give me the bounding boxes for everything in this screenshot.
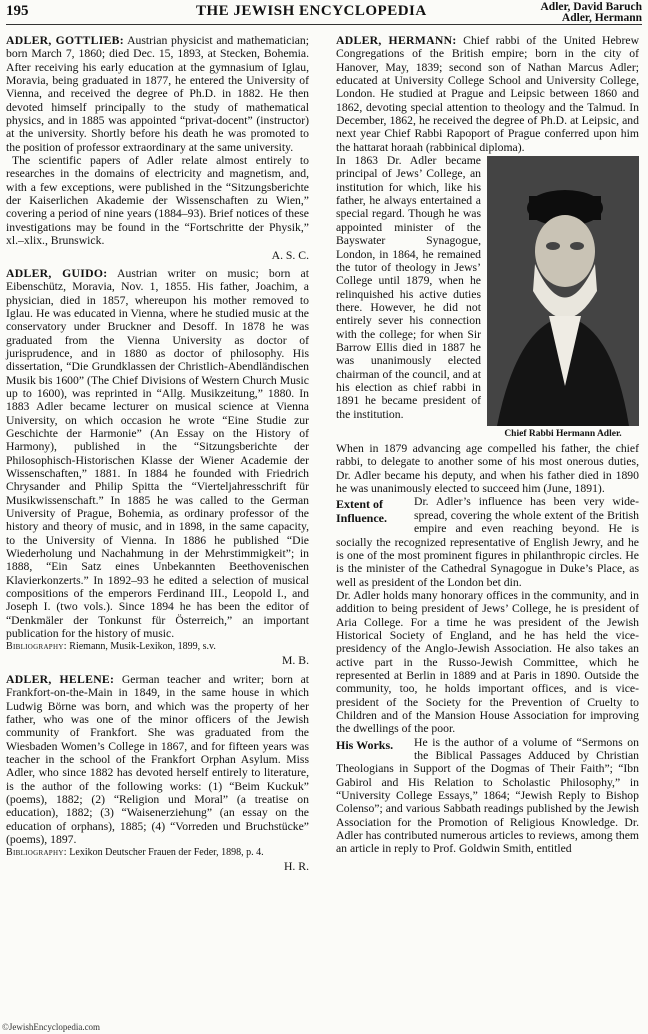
right-column: [336, 34, 639, 856]
entry-hermann-p6: He is the author of a volume of “Sermons on the Biblical Passages Adduced by Christian Theologians in Support of the Dogmas of Their Faith”; “Ibn Gabirol and His Relation to Scholastic Philosophy,” in “University College Essays,” 1864; “Jewish Reply to Bishop Colenso”; and various Sabbath readings published by the Jewish Association for the Promotion of Religious Knowledge. Dr. Adler has contributed numerous articles to reviews, among them an article in reply to Prof. Goldwin Smith, entitled: [336, 735, 639, 856]
entry-guido-p1: ADLER, GUIDO: Austrian writer on music; born at Eibenschütz, Moravia, Nov. 1, 1855. His father, Joachim, a physician, died in 1857, whereupon his mother removed to Iglau. He was educated in Vienna, where he studied music at the conservatory under Bruckner and Desoff. In 1878 he was graduated from the Vienna University as doctor of jurisprudence, and in 1880 as doctor of philosophy. His dissertation, “Die Grundklassen der Christlich-Abendländischen Musik bis 1600” (The Chief Divisions of Western Church Music up to 1600), was reprinted in “Allg. Musikzeitung,” 1880. In 1883 Adler became lecturer on musical science at Vienna University, on which occasion he wrote “Eine Studie zur Geschichte der Harmonie” (An Essay on the History of Harmony), published in the “Sitzungsberichte der Philosophisch-Historischen Klasse der Wiener Academie der Wissenschaften,” 1881. In 1884 he founded with Friedrich Chrysander and Philip Spitta the “Vierteljahresschrift für Musikwissenschaft.” In 1885 he was called to the German University of Prague, Bohemia, as ordinary professor of the history and theory of music, and in 1898, in the same capacity, to the University of Vienna. In 1886 he published “Die Wiederholung und Nachahmung in der Mehrstimmigkeit”; in 1888, “Ein Satz eines Unbekannten Beethovenischen Klavierkonzerts.” In 1892–93 he edited a selection of musical compositions of the emperors Ferdinand III., Leopold I., and Joseph I. (two vols.). Since 1894 he has been the editor of “Denkmäler der Tonkunst für Österreich,” an important publication for the history of music.: [6, 266, 309, 641]
running-heads: [541, 2, 643, 24]
entry-guido-head: ADLER, GUIDO:: [6, 266, 108, 280]
sidenote-extent-of-influence: Extent of Influence.: [336, 497, 387, 526]
bibliography-guido: Bibliography: Riemann, Musik-Lexikon, 1899, s.v.: [6, 641, 216, 653]
entry-hermann-p1: ADLER, HERMANN: Chief rabbi of the United Hebrew Congregations of the British empire; born in the city of Hanover, May, 1839; second son of Nathan Marcus Adler; educated at University College School and University College, London. He studied at Prague and Leipsic between 1860 and 1862, devoting special attention to theology and the Talmud. In December, 1862, he received the degree of Ph.D. at Leipsic, and next year Chief Rabbi Rapoport of Prague conferred upon him the hattarat horaah (rabbinical diploma).: [336, 34, 640, 154]
entry-helene-head: ADLER, HELENE:: [6, 672, 115, 686]
signature-helene: H. R.: [283, 860, 309, 874]
entry-gottlieb-p2: The scientific papers of Adler relate almost entirely to researches in the domains of electricity and magnetism, and, with a few exceptions, were published in the “Sitzungsberichte der Kaiserlichen Akademie der Wissenschaften zu Wien,” covering a period of nine years (1884–93). Brief notices of these investigations may be found in the “Fortschritte der Physik,” xl.–xlix., Brunswick.: [6, 154, 309, 248]
page-header: [6, 2, 642, 25]
running-head-first: Adler, David Baruch: [540, 1, 642, 13]
page-number: 195: [6, 3, 29, 19]
sidenote-his-works: His Works.: [336, 737, 394, 752]
running-head-last: Adler, Hermann: [561, 12, 642, 24]
copyright-footer: ©JewishEncyclopedia.com: [2, 1022, 101, 1032]
signature-guido: M. B.: [282, 654, 309, 668]
entry-helene-p1: ADLER, HELENE: German teacher and writer; born at Frankfort-on-the-Main in 1849, in the same house in which Ludwig Börne was born, and which was the property of her father, who was one of the minor officers of the Jewish community of Frankfort. She was graduated from the Wiesbaden Women’s College in 1867, and for fifteen years was teacher in the school of the Frankfort Orphan Asylum. Miss Adler, who since 1882 has devoted herself entirely to literature, is the author of the following works: (1) “Beim Kuckuk” (poems), 1882; (2) “Religion und Moral” (a treatise on education), 1882; (3) “Waisenerziehung” (an essay on the education of orphans), 1885; (4) “Vorreden und Bruchstücke” (poems), 1897.: [6, 672, 310, 846]
entry-hermann-head: ADLER, HERMANN:: [336, 34, 457, 47]
entry-hermann-p3: When in 1879 advancing age compelled his father, the chief rabbi, to delegate to another some of his most onerous duties, Dr. Adler became his deputy, and when his father died in 1890 he was unanimously elected to succeed him (June, 1891).: [336, 442, 639, 496]
bibliography-helene: Bibliography: Lexikon Deutscher Frauen der Feder, 1898, p. 4.: [6, 847, 264, 859]
encyclopedia-title: THE JEWISH ENCYCLOPEDIA: [196, 3, 427, 19]
portrait-illustration-icon: [487, 156, 639, 426]
entry-gottlieb-head: ADLER, GOTTLIEB:: [6, 34, 124, 47]
signature-gottlieb: A. S. C.: [271, 248, 309, 262]
portrait-caption: Chief Rabbi Hermann Adler.: [504, 429, 622, 440]
entry-hermann-p4: Dr. Adler’s influence has been very wide-spread, covering the whole extent of the British empire and even reaching beyond. He is socially the recognized representative of English Jewry, and he is one of the most prominent figures in philanthropic circles. He is the minister of the Cathedral Synagogue in Duke’s Place, as well as president of the London bet din.: [336, 495, 639, 589]
left-column: [6, 34, 309, 879]
portrait-image: [487, 156, 639, 426]
entry-gottlieb-p1: ADLER, GOTTLIEB: Austrian physicist and mathematician; born March 7, 1860; died Dec. 15, 1893, at Stecken, Bohemia. After receiving his early education at the gymnasium of Iglau, Moravia, being graduated in 1877, he entered the University of Vienna, and received the degree of Ph.D. in 1882. He then devoted himself principally to the study of mathematical physics, and in 1885 was appointed “privat-docent” (instructor) at the university. Shortly before his death he was promoted to the position of professor extraordinary at the same university.: [6, 34, 309, 154]
entry-hermann-p2: In 1863 Dr. Adler became principal of Jews’ College, an institution for which, like his father, he always entertained a special regard. Though he was appointed minister of the Bayswater Synagogue, London, in 1864, he remained the tutor of theology in Jews’ College until 1879, when he relinquished his active duties there. However, he did not entirely sever his connection with the college; for when Sir Barrow Ellis died in 1887 he was unanimously elected chairman of the council, and at his election as chief rabbi in 1891 he became president of the institution.: [336, 154, 481, 421]
entry-hermann-p5: Dr. Adler holds many honorary offices in the community, and in addition to being president of Jews’ College, he is president of Aria College. For a time he was president of the Jewish Historical Society of England, and he has held the vice-presidency of the Anglo-Jewish Association. He also takes an active part in the Russo-Jewish Committee, which he represented at Berlin in 1889 and at Paris in 1890. Outside the community, too, he holds important offices, and is vice-president of the Society for the Prevention of Cruelty to Children and of the Mansion House Association for improving the dwellings of the poor.: [336, 588, 639, 736]
portrait-figure: [487, 156, 639, 440]
